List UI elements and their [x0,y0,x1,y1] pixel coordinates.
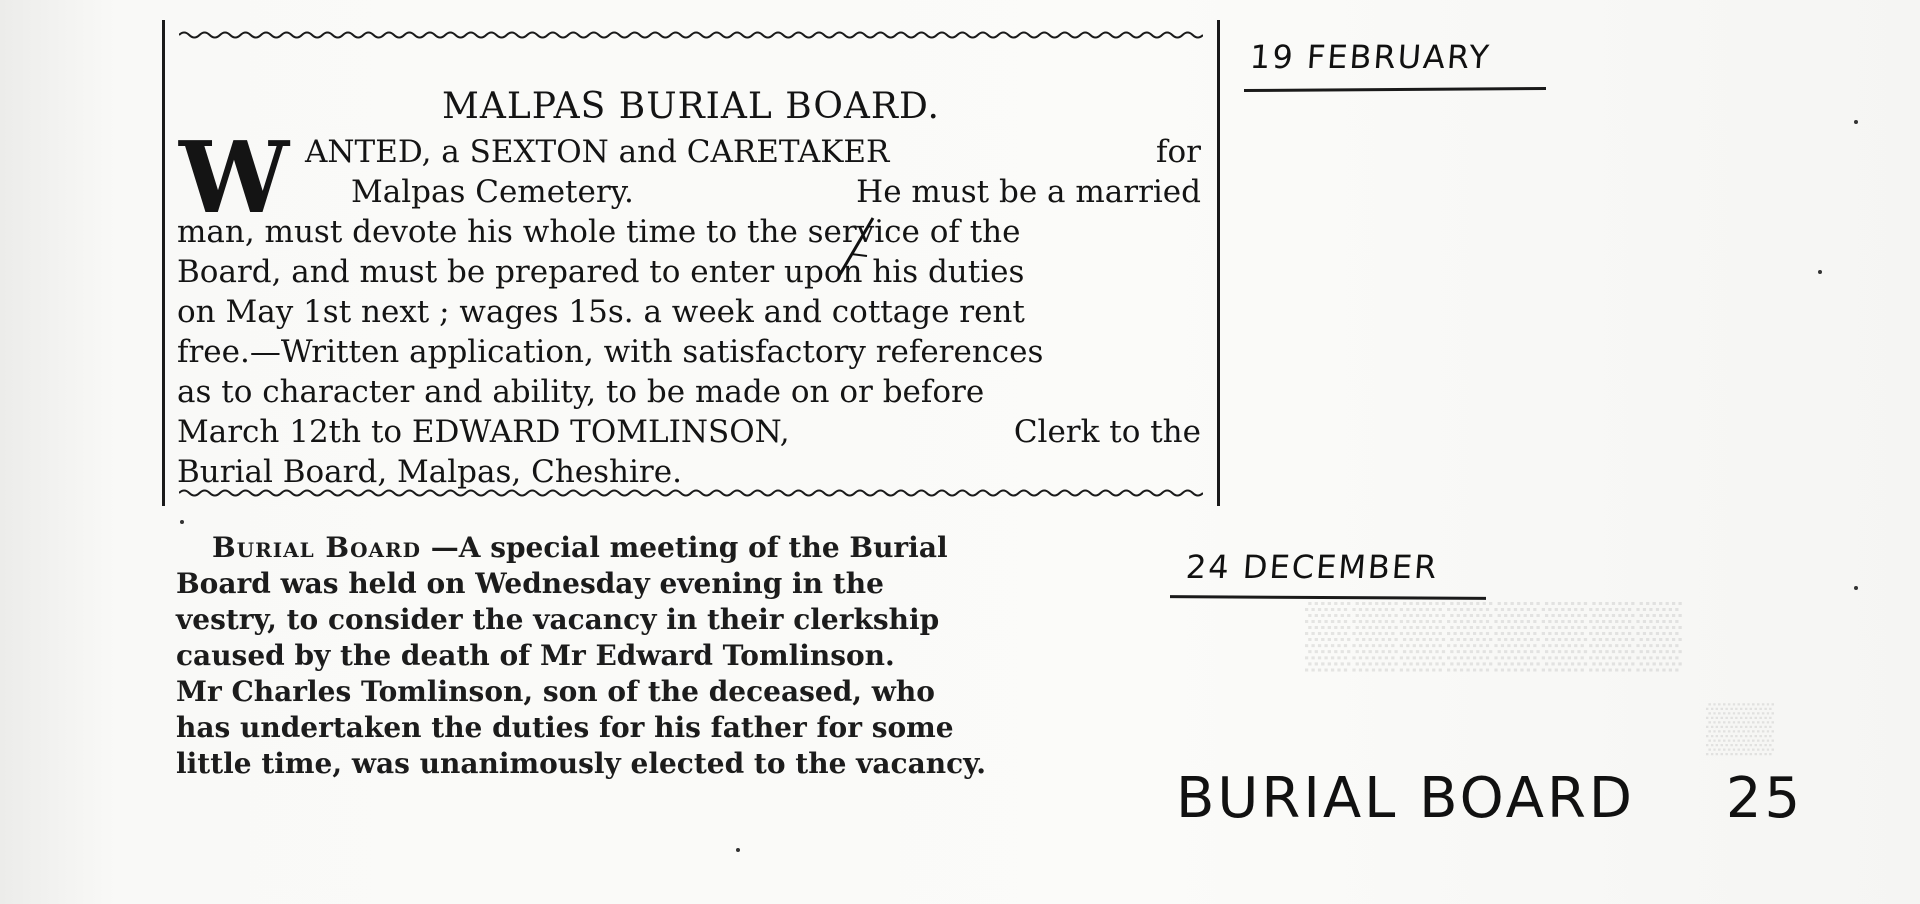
top-wavy-rule [179,30,1203,40]
ad-text: ANTED, a SEXTON and CARETAKER [305,134,890,170]
news-line-1 [212,530,1127,566]
speck [1854,120,1858,124]
bottom-wavy-rule [179,488,1203,498]
ad-line-6: free.—Written application, with satisfactory references [177,334,1044,370]
advertisement-title: MALPAS BURIAL BOARD. [441,86,941,127]
advertisement-clipping [162,20,1220,506]
speck [1818,270,1822,274]
ad-line-7: as to character and ability, to be made on or before [177,374,985,410]
news-text: —A special meeting of the Burial [430,531,948,564]
drop-cap-letter: W [179,121,290,236]
news-line-4: caused by the death of Mr Edward Tomlinson. [176,639,895,672]
ad-text: He must be a married [856,174,1201,210]
page-label [1176,766,1803,831]
ad-line-1 [305,132,1201,172]
pen-mark [833,212,883,282]
ad-text: Clerk to the [1013,414,1201,450]
date-underline [1170,595,1486,600]
news-line-2: Board was held on Wednesday evening in the [176,567,884,600]
date-underline [1244,87,1546,92]
news-line-5: Mr Charles Tomlinson, son of the deceased, who [176,675,935,708]
ad-line-8 [177,412,1201,452]
ad-line-4: Board, and must be prepared to enter upon his duties [177,254,1025,290]
news-line-3: vestry, to consider the vacancy in their clerkship [176,603,940,636]
speck [180,520,184,524]
speck [736,848,740,852]
speck [1854,586,1858,590]
page-label-title: BURIAL BOARD [1176,766,1636,831]
news-line-6: has undertaken the duties for his father for some [176,711,954,744]
ad-text: Malpas Cemetery. [351,174,634,210]
ad-line-3: man, must devote his whole time to the service of the [177,214,1021,250]
show-through-text: ▒▒▒▒▒▒▒▒ [1305,597,1684,669]
news-line-7: little time, was unanimously elected to the vacancy. [176,747,986,780]
ad-line-9: Burial Board, Malpas, Cheshire. [177,454,682,490]
news-heading: Burial Board [212,531,421,564]
ad-line-5: on May 1st next ; wages 15s. a week and cottage rent [177,294,1025,330]
ad-line-2 [351,172,1201,212]
date-annotation-december: 24 DECEMBER [1184,548,1440,586]
page-number: 25 [1725,766,1804,831]
date-annotation-february: 19 FEBRUARY [1248,38,1493,76]
show-through-number: ▒▒ [1706,701,1775,754]
ad-text: for [1156,134,1201,170]
ad-text: March 12th to EDWARD TOMLINSON, [177,414,790,450]
